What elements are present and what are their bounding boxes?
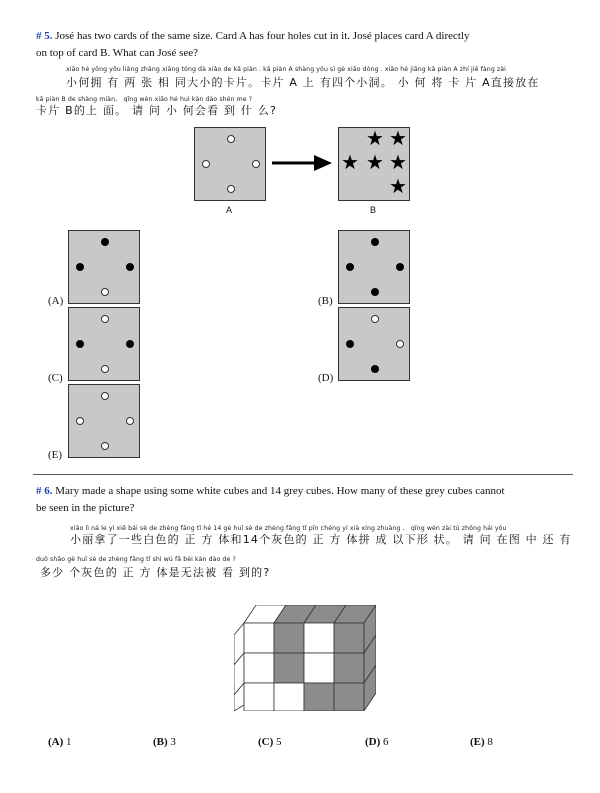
q5-number: # 5.: [36, 30, 53, 42]
q6-option-a[interactable]: [48, 736, 72, 748]
star-dot: [371, 365, 379, 373]
q6-option-e[interactable]: [470, 736, 493, 748]
q5-chinese-line2: 卡片 B的上 面。 请 问 小 何会看 到 什 么?: [36, 104, 278, 117]
star-dot: [371, 288, 379, 296]
star-dot: [371, 238, 379, 246]
q6-pinyin-line1: xiǎo lì ná le yì xiē bái sè de zhèng fāng tǐ hé 14 gè huī sè de zhèng fāng tǐ pīn chéng yí xià xíng zhuàng 。 qǐng wèn zài tú zhōng hái yǒu: [70, 525, 507, 532]
q5-option-e[interactable]: [68, 384, 140, 458]
star-icon: ★: [366, 150, 384, 174]
q6-option-e-value: 8: [487, 736, 493, 748]
q6-question-text: [36, 483, 581, 517]
star-dot: [126, 263, 134, 271]
q5-chinese-line1: 小何拥 有 两 张 相 同大小的卡片。卡片 A 上 有四个小洞。 小 何 将 卡 片 A直接放在: [66, 76, 540, 89]
arrow-right-icon: [270, 152, 334, 174]
cube-shape-figure: [234, 605, 376, 711]
q5-option-d-label[interactable]: (D): [318, 372, 334, 384]
q6-option-b-label: (B): [153, 736, 168, 748]
q6-text-line2: be seen in the picture?: [36, 502, 135, 514]
q5-option-a-label[interactable]: (A): [48, 295, 64, 307]
empty-hole: [101, 365, 109, 373]
star-dot: [126, 340, 134, 348]
q5-text-line1: José has two cards of the same size. Card A has four holes cut in it. José places card A directly: [55, 30, 470, 42]
q5-pinyin-line2: kǎ piàn B de shàng miàn。 qǐng wèn xiǎo hé huì kàn dào shén me ?: [36, 96, 253, 103]
q6-option-e-label: (E): [470, 736, 485, 748]
q5-option-b[interactable]: [338, 230, 410, 304]
star-icon: ★: [389, 126, 407, 150]
card-a-hole: [252, 160, 260, 168]
star-dot: [396, 263, 404, 271]
empty-hole: [76, 417, 84, 425]
star-dot: [76, 340, 84, 348]
card-a-hole: [227, 135, 235, 143]
q5-option-d[interactable]: [338, 307, 410, 381]
q6-option-c[interactable]: [258, 736, 282, 748]
empty-hole: [101, 442, 109, 450]
q5-text-line2: on top of card B. What can José see?: [36, 47, 198, 59]
q6-option-b[interactable]: [153, 736, 176, 748]
q6-option-c-label: (C): [258, 736, 274, 748]
q6-chinese-line1: 小丽拿了一些白色的 正 方 体和14个灰色的 正 方 体拼 成 以下形 状。 请 问 在图 中 还 有: [70, 533, 572, 546]
q6-option-a-label: (A): [48, 736, 64, 748]
star-icon: ★: [389, 150, 407, 174]
star-dot: [101, 238, 109, 246]
empty-hole: [126, 417, 134, 425]
card-a: [194, 127, 266, 201]
q6-chinese-line2: 多少 个灰色的 正 方 体是无法被 看 到的?: [40, 566, 271, 579]
card-b: [338, 127, 410, 201]
q6-pinyin-line2: duō shǎo gè huī sè de zhèng fāng tǐ shì wú fǎ bèi kàn dào de ?: [36, 556, 236, 563]
q6-option-b-value: 3: [170, 736, 176, 748]
q6-number: # 6.: [36, 485, 53, 497]
star-icon: ★: [389, 174, 407, 198]
card-a-hole: [227, 185, 235, 193]
question-divider: [33, 474, 573, 475]
card-b-label: B: [370, 205, 377, 215]
q5-option-c[interactable]: [68, 307, 140, 381]
q6-option-c-value: 5: [276, 736, 282, 748]
q5-option-a[interactable]: [68, 230, 140, 304]
empty-hole: [101, 288, 109, 296]
star-dot: [346, 340, 354, 348]
star-dot: [346, 263, 354, 271]
star-dot: [76, 263, 84, 271]
empty-hole: [101, 315, 109, 323]
card-a-hole: [202, 160, 210, 168]
q6-option-a-value: 1: [66, 736, 72, 748]
card-a-label: A: [226, 205, 233, 215]
q5-question-text: [36, 28, 576, 62]
q6-option-d-label: (D): [365, 736, 381, 748]
q5-option-c-label[interactable]: (C): [48, 372, 63, 384]
star-icon: ★: [341, 150, 359, 174]
star-icon: ★: [366, 126, 384, 150]
q5-option-e-label[interactable]: (E): [48, 449, 63, 461]
q6-text-line1: Mary made a shape using some white cubes and 14 grey cubes. How many of these grey cubes cannot: [55, 485, 505, 497]
empty-hole: [371, 315, 379, 323]
q6-option-d[interactable]: [365, 736, 389, 748]
empty-hole: [101, 392, 109, 400]
q6-option-d-value: 6: [383, 736, 389, 748]
q5-pinyin-line1: xiǎo hé yōng yǒu liǎng zhāng xiāng tóng dà xiǎo de kǎ piàn . kǎ piàn A shàng yǒu sì gè xiǎo dòng . xiǎo hé jiāng kǎ piàn A zhí jiē fàng zài: [66, 66, 506, 73]
q5-option-b-label[interactable]: (B): [318, 295, 333, 307]
cube-front-face: [244, 623, 364, 711]
empty-hole: [396, 340, 404, 348]
